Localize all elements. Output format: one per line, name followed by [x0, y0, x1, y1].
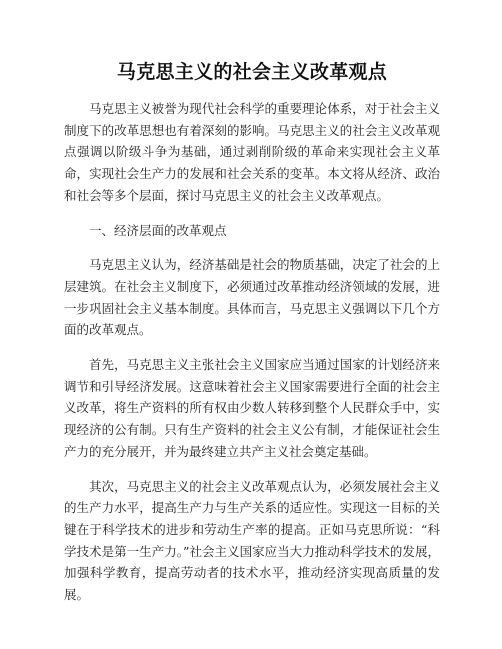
intro-paragraph: 马克思主义被誉为现代社会科学的重要理论体系，对于社会主义制度下的改革思想也有着深刻的影响。马克思主义的社会主义改革观点强调以阶级斗争为基础，通过剥削阶级的革命来实现社会主义革命，实现社会生产力的发展和社会关系的变革。本文将从经济、政治和社会等多个层面，探讨马克思主义的社会主义改革观点。: [64, 101, 440, 203]
section-heading-economic: 一、经济层面的改革观点: [89, 222, 227, 238]
document-title: 马克思主义的社会主义改革观点: [116, 61, 388, 83]
economic-overview-paragraph: 马克思主义认为，经济基础是社会的物质基础，决定了社会的上层建筑。在社会主义制度下，必须通过改革推动经济领域的发展，进一步巩固社会主义基本制度。具体而言，马克思主义强调以下几个方面的改革观点。: [64, 257, 440, 338]
second-point-paragraph: 其次，马克思主义的社会主义改革观点认为，必须发展社会主义的生产力水平，提高生产力与生产关系的适应性。实现这一目标的关键在于科学技术的进步和劳动生产率的提高。正如马克思所说：“科学技术是第一生产力。”社会主义国家应当大力推动科学技术的发展，加强科学教育，提高劳动者的技术水平，推动经济实现高质量的发展。: [64, 478, 440, 603]
first-point-paragraph: 首先，马克思主义主张社会主义国家应当通过国家的计划经济来调节和引导经济发展。这意味着社会主义国家需要进行全面的社会主义改革，将生产资料的所有权由少数人转移到整个人民群众手中，实现经济的公有制。只有生产资料的社会主义公有制，才能保证社会生产力的充分展开，并为最终建立共产主义社会奠定基础。: [64, 357, 440, 459]
